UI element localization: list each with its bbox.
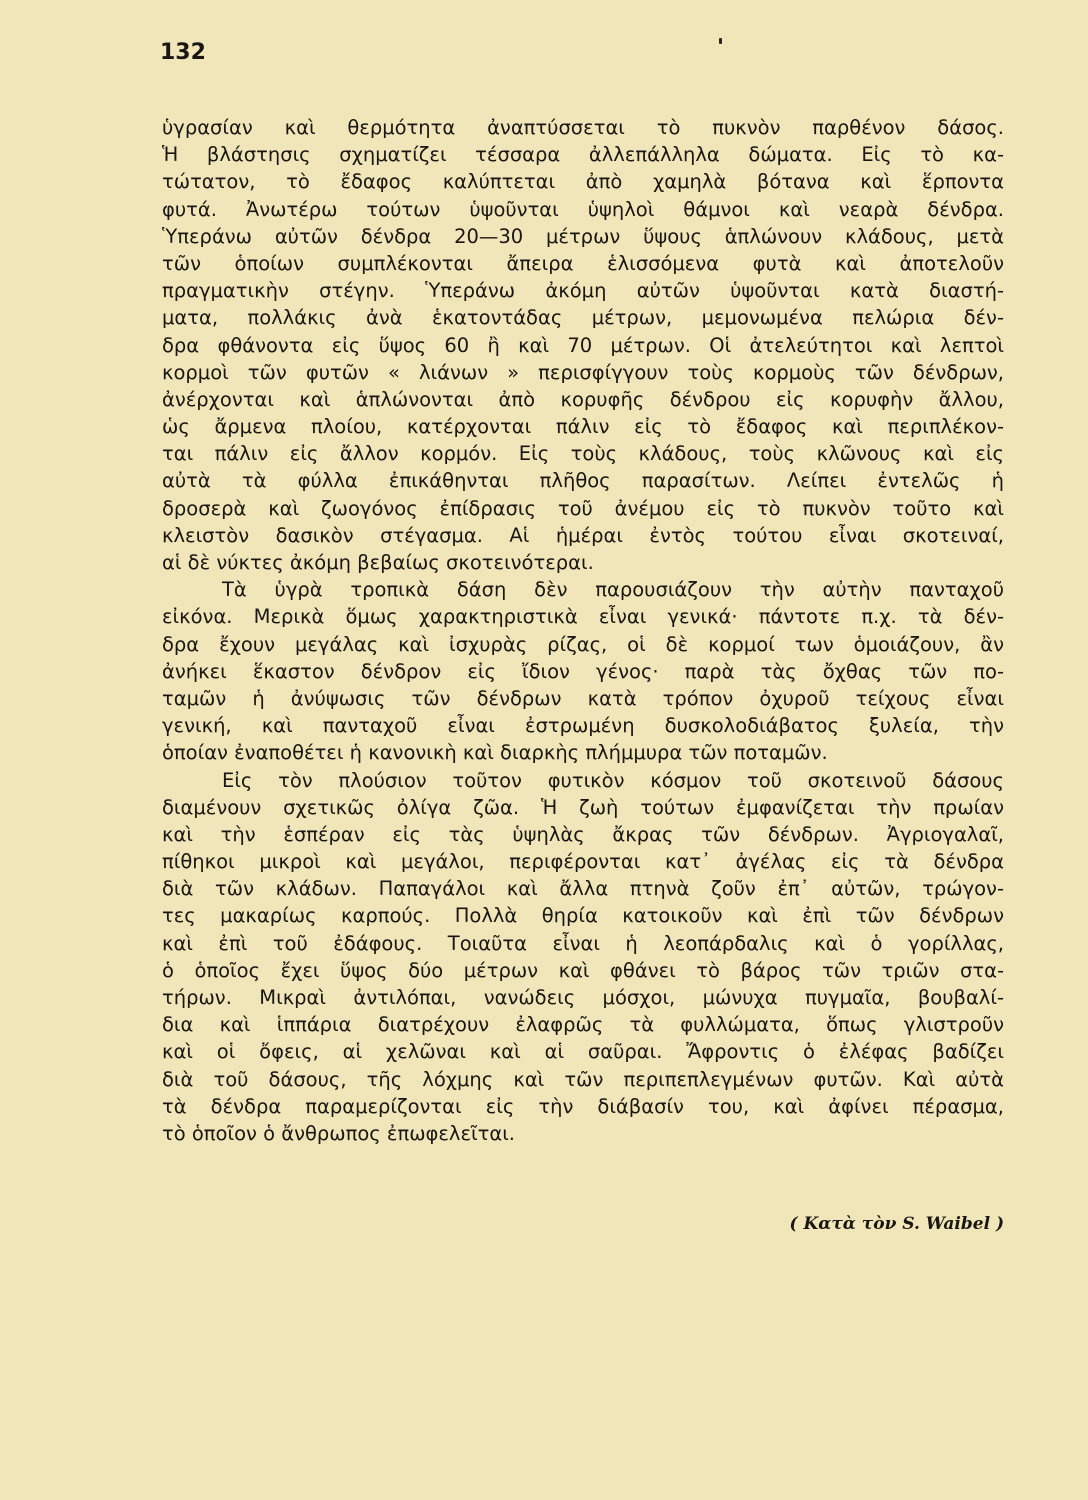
- text-line: ματα, πολλάκις ἀνὰ ἑκατοντάδας μέτρων, μεμονωμένα πελώρια δέν-: [162, 306, 1004, 330]
- text-line: ται πάλιν εἰς ἄλλον κορμόν. Εἰς τοὺς κλάδους, τοὺς κλῶνους καὶ εἰς: [162, 442, 1004, 466]
- text-line: κορμοὶ τῶν φυτῶν « λιάνων » περισφίγγουν τοὺς κορμοὺς τῶν δένδρων,: [162, 360, 1004, 384]
- text-line: ὁ ὁποῖος ἔχει ὕψος δύο μέτρων καὶ φθάνει τὸ βάρος τῶν τριῶν στα-: [162, 958, 1004, 982]
- body-text: [162, 114, 1004, 1147]
- text-line: τὸ ὁποῖον ὁ ἄνθρωπος ἐπωφελεῖται.: [162, 1121, 515, 1145]
- paragraph-1: [162, 114, 1004, 576]
- text-line: Ἡ βλάστησις σχηματίζει τέσσαρα ἀλλεπάλληλα δώματα. Εἰς τὸ κα-: [162, 143, 1004, 167]
- text-line: πραγματικὴν στέγην. Ὑπεράνω ἀκόμη αὐτῶν ὑψοῦνται κατὰ διαστή-: [162, 279, 1004, 303]
- paragraph-2: [162, 576, 1004, 766]
- text-line: Τὰ ὑγρὰ τροπικὰ δάση δὲν παρουσιάζουν τὴν αὐτὴν πανταχοῦ: [222, 578, 1004, 602]
- print-speck: [719, 38, 722, 44]
- text-line: δρα ἔχουν μεγάλας καὶ ἰσχυρὰς ρίζας, οἱ δὲ κορμοί των ὁμοιάζουν, ἂν: [162, 632, 1004, 656]
- text-line: ὑγρασίαν καὶ θερμότητα ἀναπτύσσεται τὸ πυκνὸν παρθένον δάσος.: [162, 116, 1004, 139]
- text-line: τήρων. Μικραὶ ἀντιλόπαι, νανώδεις μόσχοι, μώνυχα πυγμαῖα, βουβαλί-: [162, 986, 1004, 1009]
- text-line: αἱ δὲ νύκτες ἀκόμη βεβαίως σκοτεινότεραι.: [162, 551, 594, 574]
- text-line: καὶ τὴν ἑσπέραν εἰς τὰς ὑψηλὰς ἄκρας τῶν δένδρων. Ἀγριογαλαῖ,: [162, 822, 1004, 846]
- page-number: 132: [160, 40, 206, 65]
- text-line: εἰκόνα. Μερικὰ ὅμως χαρακτηριστικὰ εἶναι γενικά· πάντοτε π.χ. τὰ δέν-: [162, 605, 1004, 629]
- text-line: διαμένουν σχετικῶς ὀλίγα ζῶα. Ἡ ζωὴ τούτων ἐμφανίζεται τὴν πρωίαν: [162, 795, 1004, 819]
- text-line: Ὑπεράνω αὐτῶν δένδρα 20—30 μέτρων ὕψους ἁπλώνουν κλάδους, μετὰ: [162, 224, 1004, 248]
- text-line: διὰ τῶν κλάδων. Παπαγάλοι καὶ ἄλλα πτηνὰ ζοῦν ἐπ᾿ αὐτῶν, τρώγον-: [162, 877, 1004, 901]
- attribution: ( Κατὰ τὸν S. Waibel ): [789, 1214, 1004, 1234]
- text-line: δια καὶ ἱππάρια διατρέχουν ἐλαφρῶς τὰ φυλλώματα, ὅπως γλιστροῦν: [162, 1013, 1004, 1037]
- text-line: καὶ οἱ ὄφεις, αἱ χελῶναι καὶ αἱ σαῦραι. Ἄφροντις ὁ ἐλέφας βαδίζει: [162, 1040, 1004, 1064]
- text-line: τώτατον, τὸ ἔδαφος καλύπτεται ἀπὸ χαμηλὰ βότανα καὶ ἕρποντα: [162, 170, 1004, 194]
- text-line: αὐτὰ τὰ φύλλα ἐπικάθηνται πλῆθος παρασίτων. Λείπει ἐντελῶς ἡ: [162, 469, 1004, 493]
- text-line: καὶ ἐπὶ τοῦ ἐδάφους. Τοιαῦτα εἶναι ἡ λεοπάρδαλις καὶ ὁ γορίλλας,: [162, 931, 1004, 955]
- text-line: δρα φθάνοντα εἰς ὕψος 60 ἢ καὶ 70 μέτρων. Οἱ ἀτελεύτητοι καὶ λεπτοὶ: [162, 333, 1004, 357]
- text-line: τῶν ὁποίων συμπλέκονται ἄπειρα ἑλισσόμενα φυτὰ καὶ ἀποτελοῦν: [162, 251, 1004, 275]
- paragraph-3: [162, 767, 1004, 1148]
- text-line: τὰ δένδρα παραμερίζονται εἰς τὴν διάβασίν του, καὶ ἀφίνει πέρασμα,: [162, 1094, 1004, 1118]
- text-line: ταμῶν ἡ ἀνύψωσις τῶν δένδρων κατὰ τρόπον ὀχυροῦ τείχους εἶναι: [162, 686, 1004, 710]
- text-line: ἀνήκει ἕκαστον δένδρον εἰς ἴδιον γένος· παρὰ τὰς ὄχθας τῶν πο-: [162, 659, 1004, 683]
- text-line: διὰ τοῦ δάσους, τῆς λόχμης καὶ τῶν περιπεπλεγμένων φυτῶν. Καὶ αὐτὰ: [162, 1067, 1004, 1091]
- text-line: κλειστὸν δασικὸν στέγασμα. Αἱ ἡμέραι ἐντὸς τούτου εἶναι σκοτειναί,: [162, 523, 1004, 547]
- text-line: τες μακαρίως καρπούς. Πολλὰ θηρία κατοικοῦν καὶ ἐπὶ τῶν δένδρων: [162, 904, 1004, 928]
- text-line: γενική, καὶ πανταχοῦ εἶναι ἐστρωμένη δυσκολοδιάβατος ξυλεία, τὴν: [162, 714, 1004, 738]
- text-line: ὁποίαν ἐναποθέτει ἡ κανονικὴ καὶ διαρκὴς πλήμμυρα τῶν ποταμῶν.: [162, 741, 828, 765]
- text-line: πίθηκοι μικροὶ καὶ μεγάλοι, περιφέρονται κατ᾿ ἀγέλας εἰς τὰ δένδρα: [162, 850, 1004, 874]
- text-line: Εἰς τὸν πλούσιον τοῦτον φυτικὸν κόσμον τοῦ σκοτεινοῦ δάσους: [222, 768, 1004, 792]
- text-line: ἀνέρχονται καὶ ἁπλώνονται ἀπὸ κορυφῆς δένδρου εἰς κορυφὴν ἄλλου,: [162, 387, 1004, 411]
- text-line: φυτά. Ἀνωτέρω τούτων ὑψοῦνται ὑψηλοὶ θάμνοι καὶ νεαρὰ δένδρα.: [162, 197, 1004, 221]
- text-line: ὡς ἄρμενα πλοίου, κατέρχονται πάλιν εἰς τὸ ἔδαφος καὶ περιπλέκον-: [162, 415, 1004, 439]
- text-line: δροσερὰ καὶ ζωογόνος ἐπίδρασις τοῦ ἀνέμου εἰς τὸ πυκνὸν τοῦτο καὶ: [162, 496, 1004, 520]
